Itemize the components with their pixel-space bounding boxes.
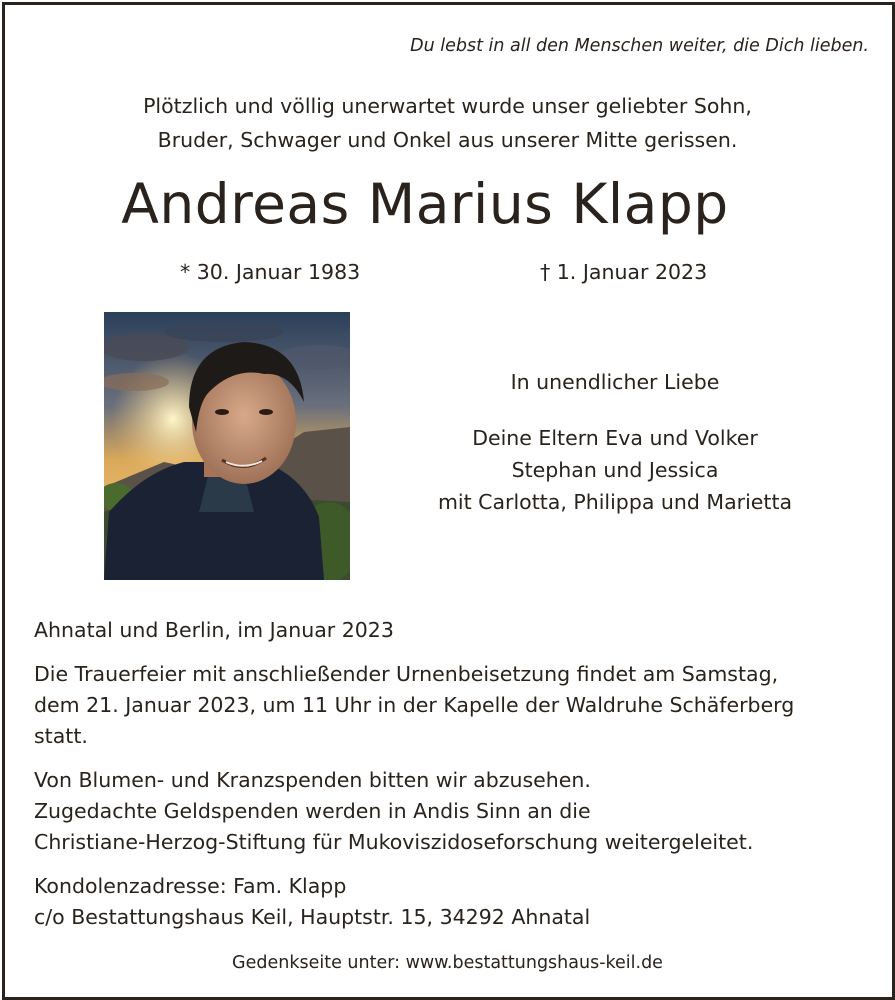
place-date-text: Ahnatal und Berlin, im Januar 2023 xyxy=(34,618,394,642)
address-line-2: c/o Bestattungshaus Keil, Hauptstr. 15, 34292 Ahnatal xyxy=(34,905,591,929)
family-line-3: mit Carlotta, Philippa und Marietta xyxy=(437,490,793,514)
donation-line-3: Christiane-Herzog-Stiftung für Mukoviszidoseforschung weitergeleitet. xyxy=(34,830,754,854)
ceremony-line-1: Die Trauerfeier mit anschließender Urnenbeisetzung findet am Samstag, xyxy=(34,662,779,686)
address-line-1: Kondolenzadresse: Fam. Klapp xyxy=(34,874,347,898)
motto-quote: Du lebst in all den Menschen weiter, die Dich lieben. xyxy=(410,36,869,56)
ceremony-line-3: statt. xyxy=(34,724,88,748)
obituary-body xyxy=(34,615,794,946)
intro-text xyxy=(0,89,895,157)
donation-line-2: Zugedachte Geldspenden werden in Andis Sinn an die xyxy=(34,799,591,823)
family-heading: In unendlicher Liebe xyxy=(510,370,720,394)
family-line-1: Deine Eltern Eva und Volker xyxy=(472,426,758,450)
condolence-address xyxy=(34,871,794,933)
donation-line-1: Von Blumen- und Kranzspenden bitten wir abzusehen. xyxy=(34,768,591,792)
ceremony-line-2: dem 21. Januar 2023, um 11 Uhr in der Kapelle der Waldruhe Schäferberg xyxy=(34,693,795,717)
deceased-name: Andreas Marius Klapp xyxy=(121,172,729,236)
donation-info xyxy=(34,765,794,858)
portrait-photo xyxy=(104,312,350,580)
intro-line-1: Plötzlich und völlig unerwartet wurde unser geliebter Sohn, xyxy=(143,94,752,118)
birth-date: * 30. Januar 1983 xyxy=(180,260,361,284)
ceremony-info xyxy=(34,659,794,752)
intro-line-2: Bruder, Schwager und Onkel aus unserer Mitte gerissen. xyxy=(157,128,738,152)
family-signatures xyxy=(405,366,825,518)
place-date xyxy=(34,615,794,646)
family-line-2: Stephan und Jessica xyxy=(511,458,719,482)
death-date: † 1. Januar 2023 xyxy=(540,260,708,284)
memorial-page-link[interactable]: Gedenkseite unter: www.bestattungshaus-keil.de xyxy=(232,953,663,973)
